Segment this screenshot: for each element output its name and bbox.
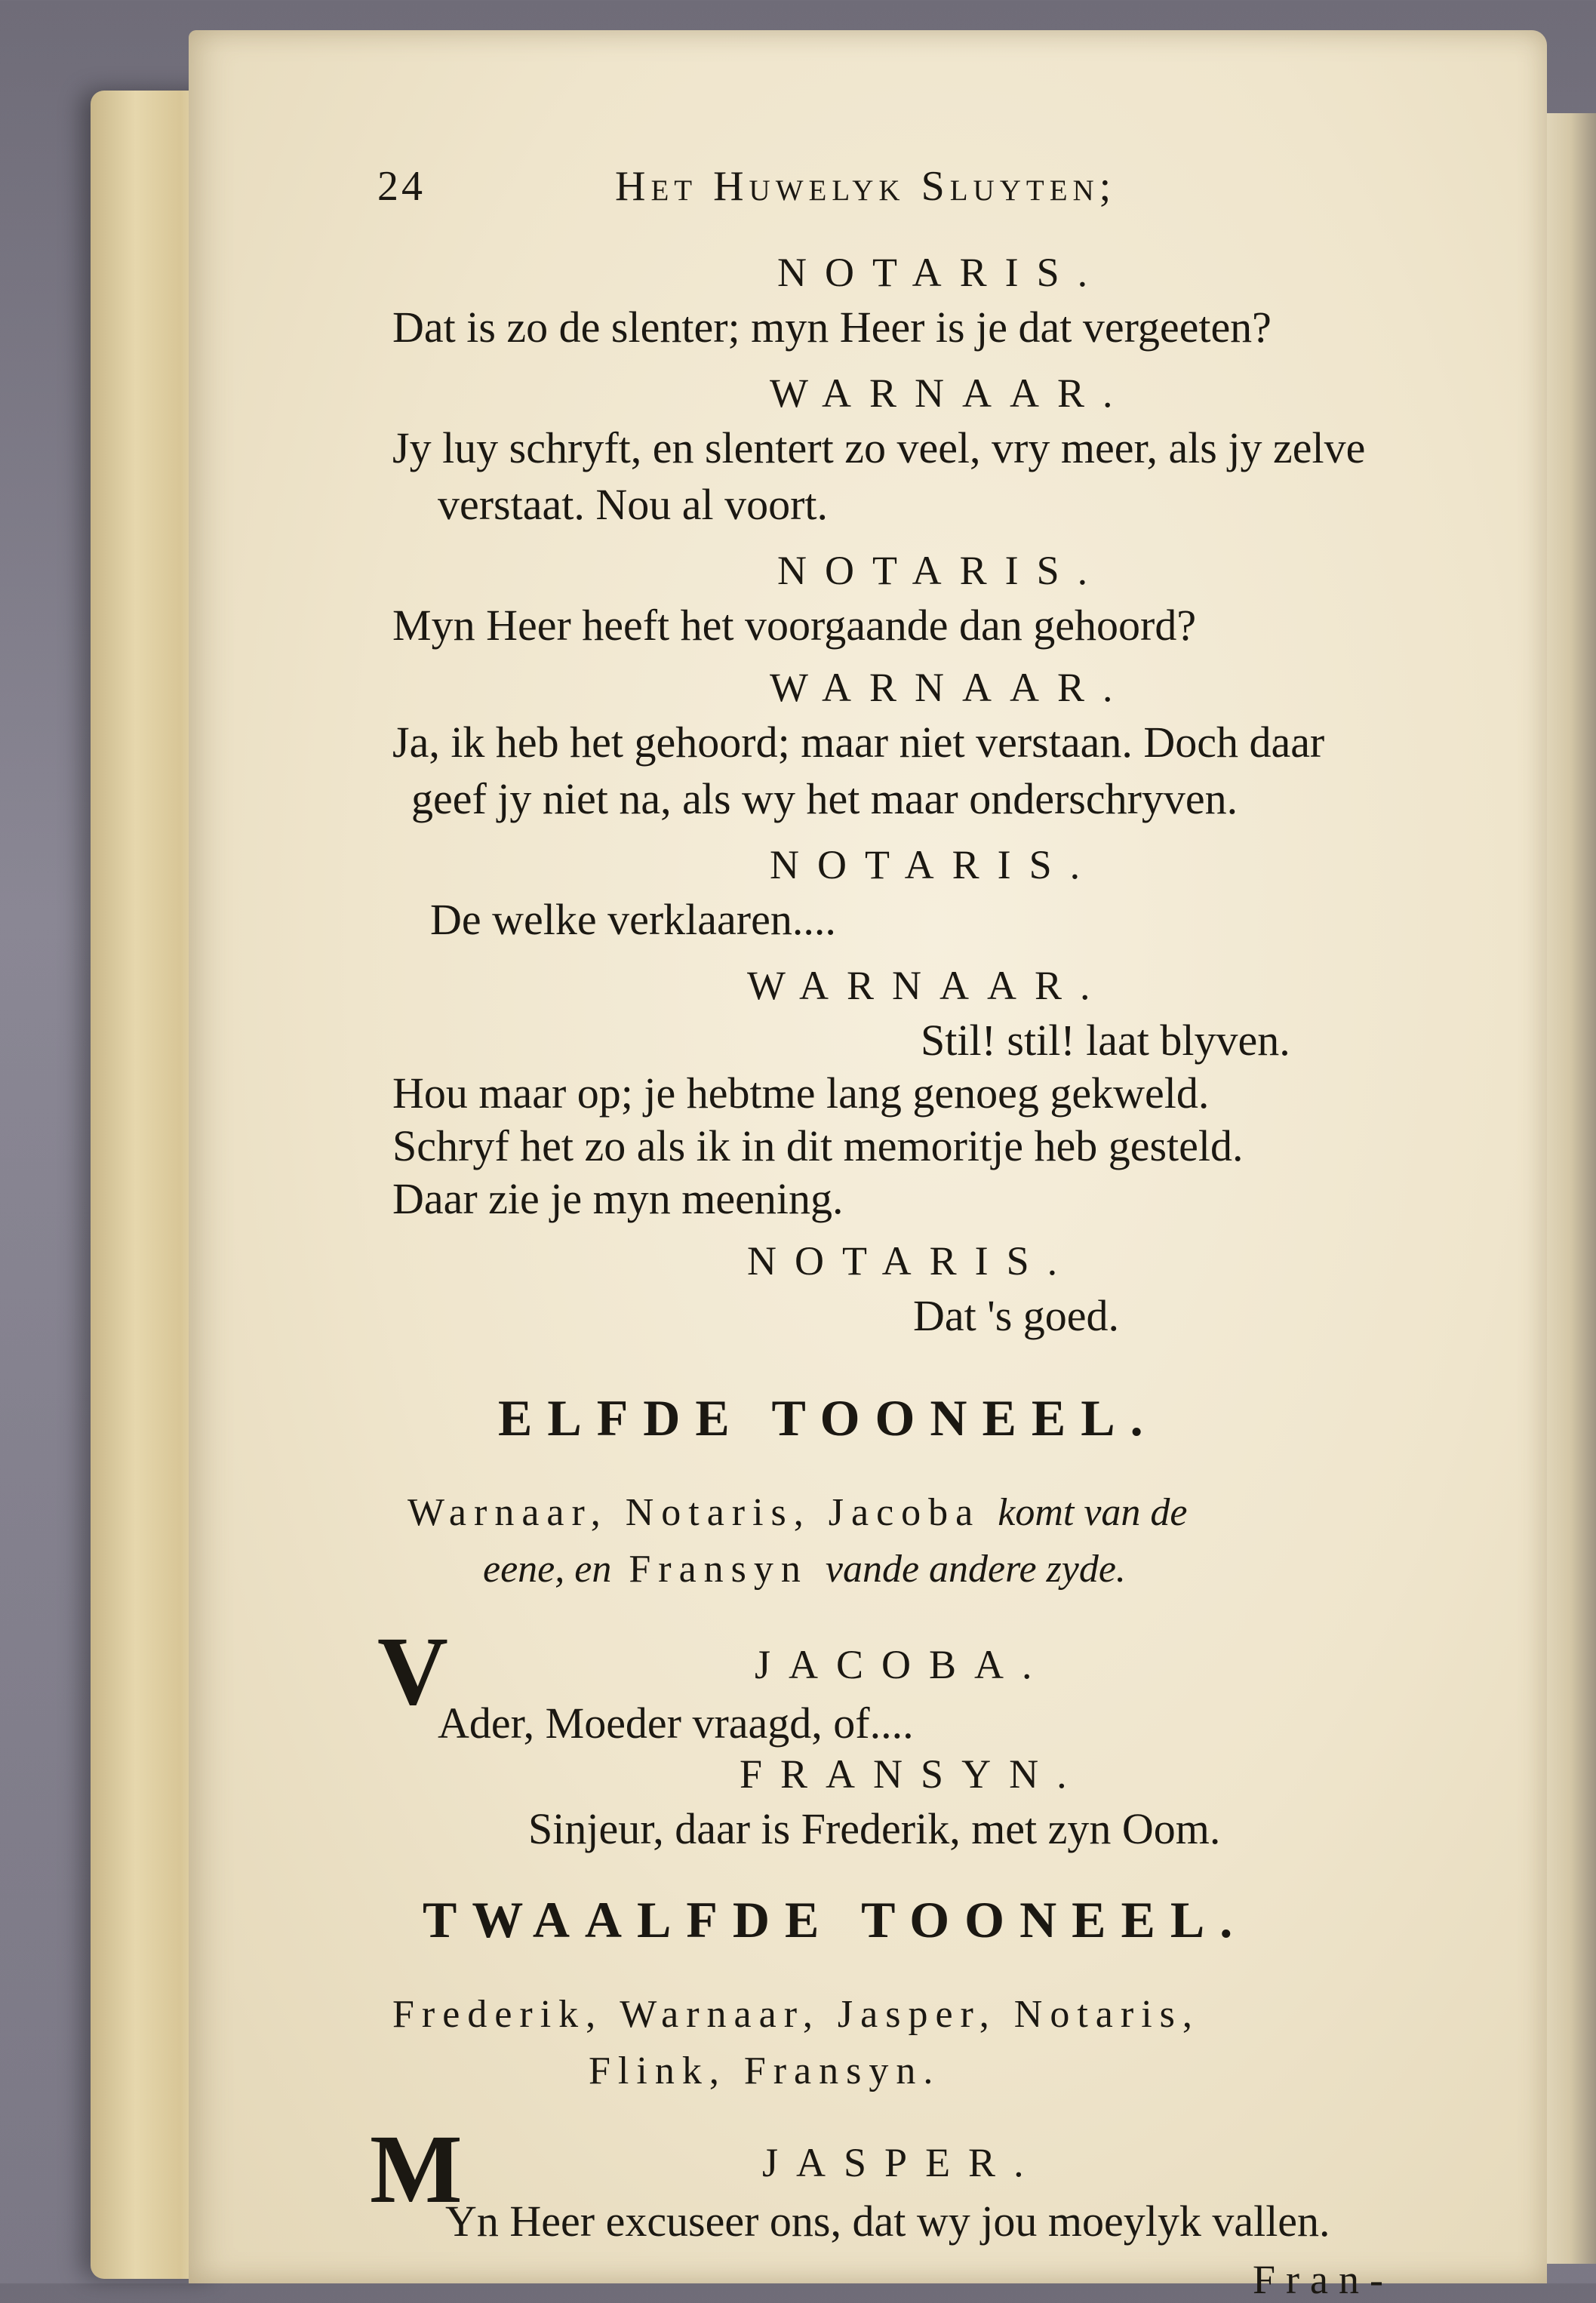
speaker-label: FRANSYN.: [740, 1751, 1085, 1797]
speaker-label: WARNAAR.: [770, 665, 1131, 710]
verse-line: Yn Heer excuseer ons, dat wy jou moeylyk vallen.: [445, 2197, 1330, 2246]
speaker-label: JASPER.: [762, 2140, 1042, 2185]
verse-line: Stil! stil! laat blyven.: [921, 1016, 1290, 1065]
stage-direction: vande andere zyde.: [825, 1548, 1126, 1591]
verse-line: Dat 's goed.: [913, 1291, 1120, 1340]
catchword: Fran-: [1253, 2257, 1394, 2302]
verse-line: Dat is zo de slenter; myn Heer is je dat vergeeten?: [392, 303, 1272, 352]
verse-line: De welke verklaaren....: [430, 895, 836, 944]
speaker-label: NOTARIS.: [777, 548, 1106, 593]
verse-line: Myn Heer heeft het voorgaande dan gehoord?: [392, 601, 1197, 650]
stage-direction: komt van de: [998, 1491, 1188, 1534]
speaker-label: NOTARIS.: [770, 842, 1099, 887]
verse-line: Jy luy schryft, en slentert zo veel, vry meer, als jy zelve: [392, 423, 1366, 472]
verse-line: geef jy niet na, als wy het maar onderschryven.: [411, 774, 1238, 823]
verse-line: Ja, ik heb het gehoord; maar niet verstaan. Doch daar: [392, 718, 1325, 767]
verse-line: verstaat. Nou al voort.: [438, 480, 829, 529]
speaker-label: JACOBA.: [755, 1642, 1050, 1687]
speaker-label: NOTARIS.: [747, 1238, 1076, 1284]
verse-line: Schryf het zo als ik in dit memoritje heb gesteld.: [392, 1121, 1244, 1170]
page-number: 24: [377, 163, 426, 210]
running-title: Het Huwelyk Sluyten;: [615, 163, 1117, 210]
drop-cap: V: [377, 1617, 448, 1726]
drop-cap: M: [370, 2115, 463, 2224]
stage-direction: eene, en: [483, 1548, 612, 1591]
cast-list: Flink, Fransyn.: [589, 2049, 941, 2092]
cast-names: Fransyn: [629, 1548, 808, 1591]
scene-heading: ELFDE TOONEEL.: [498, 1389, 1158, 1447]
cast-list: [483, 1547, 1126, 1591]
speaker-label: WARNAAR.: [770, 371, 1131, 416]
scene-heading: TWAALFDE TOONEEL.: [423, 1891, 1248, 1948]
cast-list: [407, 1490, 1188, 1535]
verse-line: Sinjeur, daar is Frederik, met zyn Oom.: [528, 1804, 1221, 1853]
cast-list: Frederik, Warnaar, Jasper, Notaris,: [392, 1993, 1200, 2036]
speaker-label: WARNAAR.: [747, 963, 1109, 1008]
verse-line: Ader, Moeder vraagd, of....: [438, 1699, 914, 1748]
verse-line: Hou maar op; je hebtme lang genoeg gekweld.: [392, 1068, 1210, 1118]
speaker-label: NOTARIS.: [777, 250, 1106, 295]
verse-line: Daar zie je myn meening.: [392, 1174, 844, 1223]
cast-names: Warnaar, Notaris, Jacoba: [407, 1491, 981, 1534]
